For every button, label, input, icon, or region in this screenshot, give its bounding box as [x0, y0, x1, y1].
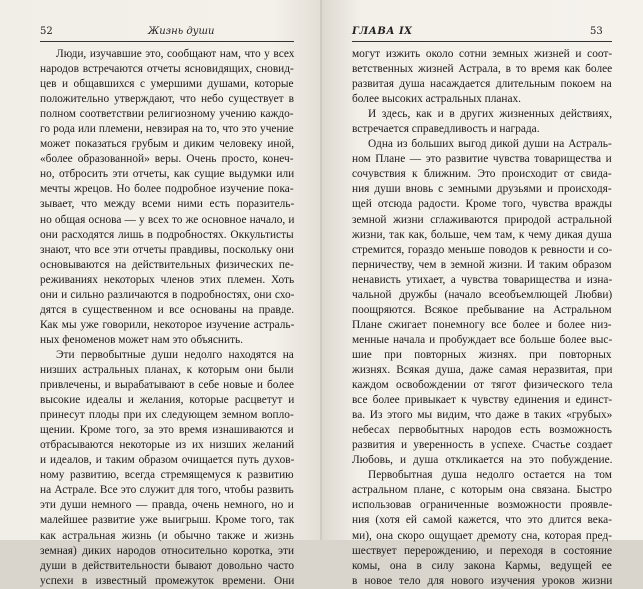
text-line: на Астрале. Все это служит для того, чтобы развить	[40, 484, 294, 497]
text-line: они расходятся лишь в подробностях. Оккультисты	[40, 228, 294, 241]
text-line: реживаниях некоторых членов этих племен. Хоть	[40, 273, 295, 286]
text-line: цев и общавшихся с умершими душами, которые	[40, 78, 294, 91]
text-line: ному развитию, всегда стремящемуся к развитию	[40, 469, 294, 482]
text-line: Эти первобытные души недолго находятся на	[56, 348, 294, 361]
text-line: «более образованной» веры. Очень просто, конеч-	[40, 153, 294, 166]
text-line: дятся в существенном и все основаны на правде.	[40, 303, 295, 316]
text-line: сочувствия к ближним. Это происходит от свида-	[352, 168, 612, 181]
text-line: земной жизни сглаживаются природой астральной	[352, 213, 612, 226]
text-line: Одна из больших выгод дикой души на Астраль-	[368, 138, 612, 151]
text-line: души в действительности бывают довольно часто	[40, 559, 294, 572]
text-line: менные начала и пробуждает все больше более выс-	[352, 333, 613, 346]
text-line: зывает, что между всеми ними есть поразитель-	[40, 198, 295, 211]
text-line: жизнях. Всякая душа, даже самая неразвитая, при	[352, 363, 613, 376]
text-line: поощряются. Всякое пребывание на Астральном	[352, 303, 612, 316]
text-line: щей отсюда радости. Кроме того, чувства вражды	[352, 198, 613, 211]
body-text-left	[40, 47, 294, 589]
text-line: эти души немного — правда, очень немного, но и	[40, 499, 294, 512]
chapter-title: ГЛАВА IX	[352, 26, 413, 37]
text-line: как астральная жизнь (и обычно также и жизнь	[40, 529, 294, 542]
text-line: может показаться грубым и диким человеку иной,	[40, 138, 295, 151]
text-line: го рода или племени, невзирая на то, что это учение	[40, 123, 294, 136]
text-line: перничеству, чем в земной жизни. И таким образом	[352, 258, 612, 271]
text-line: ветственных жизней Астрала, в то время как более	[352, 63, 613, 76]
text-line: могут изжить около сотни земных жизней и соот-	[352, 48, 613, 60]
right-page	[322, 0, 643, 587]
text-line: и идеалов, и таким образом очищается путь духов-	[40, 454, 295, 467]
text-line: они и сильно различаются в подробностях, они схо-	[40, 288, 295, 301]
text-line: все более привыкает к чувству единения и единст-	[352, 394, 613, 407]
text-line: низших астральных планах, к которым они были	[40, 363, 294, 376]
text-line: народов встречаются отчеты ясновидящих, сновид-	[40, 63, 294, 76]
text-line: ния души вновь с земными друзьями и происходя-	[352, 183, 612, 196]
text-line: более высоких астральных планах.	[352, 93, 522, 106]
text-line: принесут плоды при их следующем земном вопло-	[40, 409, 294, 422]
text-line: мечты жрецов. Но более подробное изучение пока-	[40, 183, 294, 196]
text-line: шествует перерождению, и переходя в состояние	[352, 544, 613, 557]
text-line: знают, что все эти отчеты правдивы, поскольку они	[40, 243, 294, 256]
text-line: ных феноменов может нам это объяснить.	[40, 333, 244, 346]
text-line: астральном плане, с которым она связана. Быстро	[352, 484, 612, 497]
text-line: жизни, так как, больше, чем там, к чему дикая душа	[352, 228, 612, 241]
text-line: успехи в известный промежуток времени. Они	[40, 574, 295, 587]
text-line: Первобытная душа недолго остается на том	[368, 469, 612, 482]
text-line: отбрасываются некоторые из их низших желаний	[40, 439, 295, 452]
text-line: И здесь, как и в других жизненных действиях,	[368, 108, 613, 121]
text-line: высокие идеалы и желания, которые расцветут и	[40, 394, 295, 407]
text-line: Люди, изучавшие это, сообщают нам, что у всех	[56, 48, 295, 60]
text-line: ния (хотя ей самой кажется, что это длится века-	[352, 514, 612, 527]
text-line: развития и уверенность в успехе. Счастье создает	[352, 439, 613, 452]
text-line: небесах первобытных народов есть возможность	[352, 424, 612, 437]
text-line: комы, она в силу закона Кармы, ведущей ее	[352, 559, 612, 572]
text-line: использовав ограниченные возможности проявле-	[352, 499, 613, 512]
text-line: ми), она скоро ощущает дремоту сна, которая пред-	[352, 529, 612, 542]
page-number-right: 53	[590, 26, 603, 37]
header-rule-right	[352, 41, 612, 42]
running-head-left: Жизнь души	[148, 26, 215, 37]
text-line: земная) диких народов относительно коротка, эти	[40, 544, 295, 557]
text-line: развитая душа насаждается длительным покоем на	[352, 78, 612, 91]
text-line: ненависть утихает, а чувства товарищества и изна-	[352, 273, 613, 286]
text-line: ва. Из этого мы видим, что даже в таких «грубых»	[352, 409, 613, 422]
text-line: каждом освобождении от тягот физического тела	[352, 379, 613, 392]
text-line: малейшее развитие уже выигрыш. Кроме того, так	[40, 514, 295, 527]
text-line: щении. Кроме того, за это время изнашиваются и	[40, 424, 294, 437]
text-line: полном соответствии религиозному учению каждо-	[40, 108, 294, 121]
page-number-left: 52	[40, 26, 53, 37]
text-line: встречается справедливость и награда.	[352, 123, 540, 136]
text-line: в новое тело для нового изучения уроков жизни	[352, 574, 613, 587]
text-line: Плане сжигает понемногу все более и более низ-	[352, 318, 612, 331]
text-line: но, отбросить эти отчеты, как сущие выдумки или	[40, 168, 295, 181]
text-line: положительно утверждают, что небо существует в	[40, 93, 295, 106]
text-line: стремится, гораздо меньше поводов к ревности и со-	[352, 243, 613, 256]
body-text-right	[352, 47, 612, 589]
text-line: привлечены, и вырабатывают в себе новые и более	[40, 379, 294, 392]
text-line: основываются на действительных физических пе-	[40, 258, 294, 271]
text-line: шие при повторных жизнях. при повторных	[352, 348, 612, 361]
text-line: Любовь, и душа откликается на это побуждение.	[352, 454, 613, 467]
text-line: Как мы уже говорили, некоторое изучение астраль-	[40, 318, 295, 331]
left-page	[0, 0, 321, 587]
text-line: ном Плане — это развитие чувства товарищества и	[352, 153, 612, 166]
header-rule-left	[40, 41, 294, 42]
text-line: чальной дружбы (начало всеобъемлющей Любви)	[352, 288, 613, 301]
text-line: но общая основа — у всех то же основное начало, и	[40, 213, 295, 226]
